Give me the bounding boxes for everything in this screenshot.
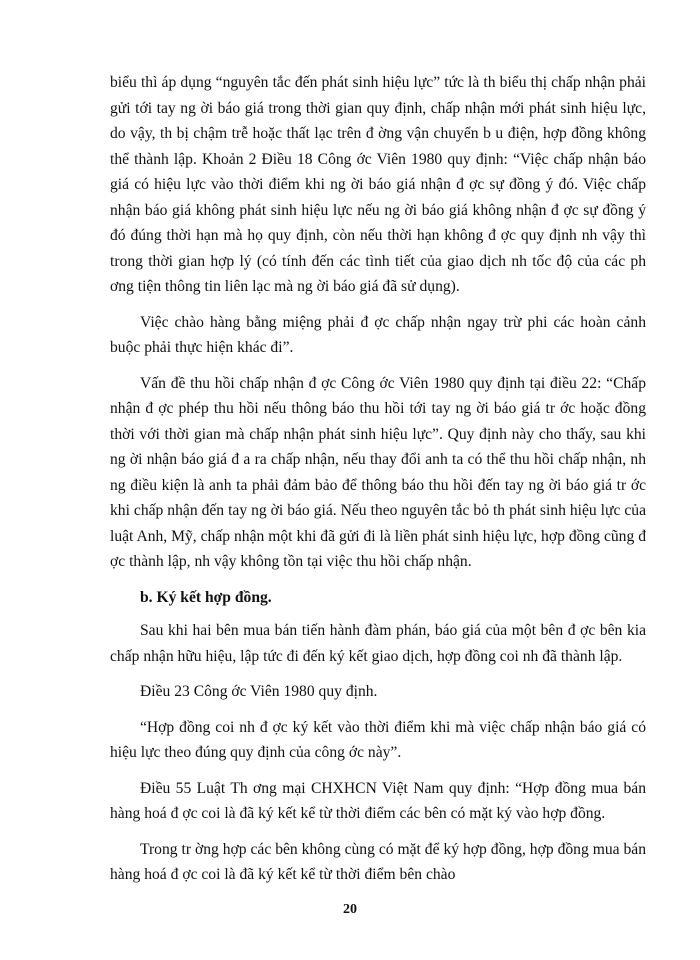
paragraph-article-23: Điều 23 Công ớc Viên 1980 quy định. [140, 683, 378, 700]
paragraph-oral-offer: Việc chào hàng bằng miệng phải đ ợc chấp nhận ngay trừ phi các hoàn cảnh buộc phải thực hiện khác đi”. [110, 313, 646, 356]
section-heading: b. Ký kết hợp đồng. [140, 588, 272, 606]
paragraph-conclusion: Sau khi hai bên mua bán tiến hành đàm phán, báo giá của một bên đ ợc bên kia chấp nhận hữu hiệu, lập tức đi đến ký kết giao dịch, hợp đồng coi nh đã thành lập. [110, 622, 646, 665]
paragraph-continuation: biểu thì áp dụng “nguyên tắc đến phát sinh hiệu lực” tức là th biểu thị chấp nhận phải gửi tới tay ng ời báo giá trong thời gian quy định, chấp nhận mới phát sinh hiệu lực, do vậy, th bị chậm trễ hoặc thất lạc trên đ ờng vận chuyển b u điện, hợp đồng không thể thành lập. Khoản 2 Điều 18 Công ớc Viên 1980 quy định: “Việc chấp nhận báo giá có hiệu lực vào thời điểm khi ng ời báo giá nhận đ ợc sự đồng ý đó. Việc chấp nhận báo giá không phát sinh hiệu lực nếu ng ời báo giá không nhận đ ợc sự đồng ý đó đúng thời hạn mà họ quy định, còn nếu thời hạn không đ ợc quy định nh vậy thì trong thời gian hợp lý (có tính đến các tình tiết của giao dịch nh tốc độ của các ph ơng tiện thông tin liên lạc mà ng ời báo giá đã sử dụng). [110, 74, 646, 295]
paragraph-quote: “Hợp đồng coi nh đ ợc ký kết vào thời điểm khi mà việc chấp nhận báo giá có hiệu lực theo đúng quy định của công ớc này”. [110, 718, 646, 761]
page-number: 20 [343, 902, 357, 917]
paragraph-revocation: Vấn đề thu hồi chấp nhận đ ợc Công ớc Viên 1980 quy định tại điều 22: “Chấp nhận đ ợc phép thu hồi nếu thông báo thu hồi tới tay ng ời báo giá tr ớc hoặc đồng thời với thời gian mà chấp nhận phát sinh hiệu lực”. Quy định này cho thấy, sau khi ng ời nhận báo giá đ a ra chấp nhận, nếu thay đổi anh ta có thể thu hồi chấp nhận, nh ng điều kiện là anh ta phải đảm bảo để thông báo thu hồi đến tay ng ời báo giá tr ớc khi chấp nhận đến tay ng ời báo giá. Nếu theo nguyên tắc bỏ th phát sinh hiệu lực của luật Anh, Mỹ, chấp nhận một khi đã gửi đi là liền phát sinh hiệu lực, hợp đồng cũng đ ợc thành lập, nh vậy không tồn tại việc thu hồi chấp nhận. [110, 374, 646, 570]
paragraph-absent-parties: Trong tr ờng hợp các bên không cùng có mặt để ký hợp đồng, hợp đồng mua bán hàng hoá đ ợc coi là đã ký kết kể từ thời điểm bên chào [110, 840, 646, 883]
page-body [110, 70, 646, 898]
paragraph-article-55: Điều 55 Luật Th ơng mại CHXHCN Việt Nam quy định: “Hợp đồng mua bán hàng hoá đ ợc coi là đã ký kết kể từ thời điểm các bên có mặt ký vào hợp đồng. [110, 779, 646, 822]
